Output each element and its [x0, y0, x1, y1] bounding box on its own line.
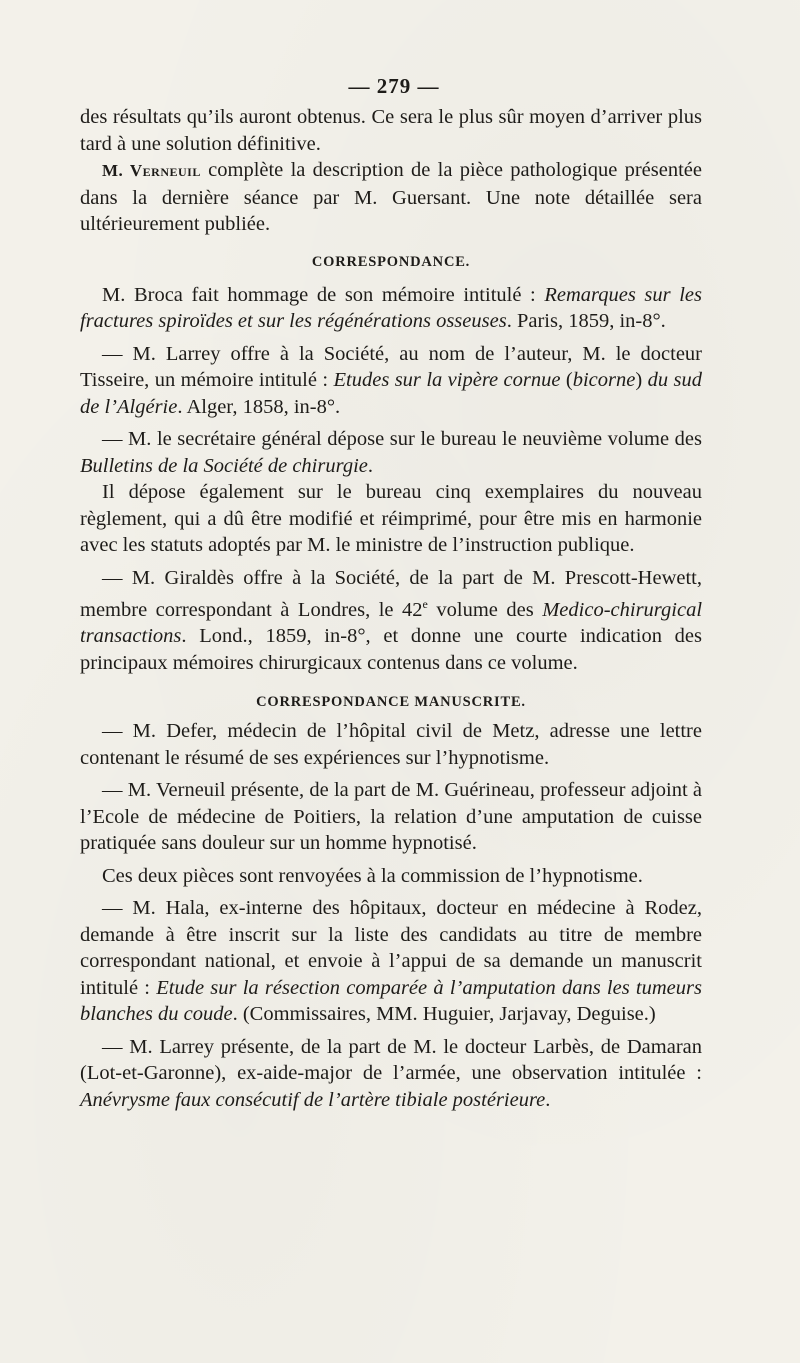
paragraph-depose: Il dépose également sur le bureau cinq exemplaires du nouveau règlement, qui a dû être modifié et réimprimé, pour être mis en harmonie avec les statuts adoptés par M. le ministre de l’instruction publique.: [80, 481, 702, 556]
work-title: du sud de l’Algérie: [80, 369, 703, 418]
author-name: M. Verneuil: [102, 161, 201, 180]
paragraph-larrey-larbes: — M. Larrey présente, de la part de M. le docteur Larbès, de Damaran (Lot-et-Garonne), ex-aide-major de l’armée, une observation intitulée : Anévrysme faux consécutif de l’artère tibiale postérieure.: [80, 1035, 702, 1111]
work-title: Medico-chirurgical transactions: [80, 598, 703, 648]
page-number: — 279 —: [348, 74, 440, 98]
paragraph-broca: M. Broca fait hommage de son mémoire intitulé : Remarques sur les fractures spiroïdes et sur les régénérations osseuses. Paris, 1859, in-8°.: [80, 283, 702, 332]
work-title: Anévrysme faux consécutif de l’artère tibiale postérieure: [80, 1088, 546, 1111]
paragraph-verneuil: M. Verneuil complète la description de la pièce pathologique présentée dans la dernière séance par M. Guersant. Une note détaillée sera ultérieurement publiée.: [80, 159, 702, 235]
paragraph-hala: — M. Hala, ex-interne des hôpitaux, docteur en médecine à Rodez, demande à être inscrit sur la liste des candidats au titre de membre correspondant national, et envoie à l’appui de sa demande un manuscrit intitulé : Etude sur la résection comparée à l’amputation dans les tumeurs blanches du coude. (Commissaires, MM. Huguier, Jarjavay, Deguise.): [80, 897, 702, 1026]
paragraph-secretaire: — M. le secrétaire général dépose sur le bureau le neuvième volume des Bulletins de la Société de chirurgie.: [80, 428, 702, 477]
section-heading-correspondance: CORRESPONDANCE.: [311, 253, 471, 270]
paragraph-giraldes: — M. Giraldès offre à la Société, de la part de M. Prescott-Hewett, membre correspondant à Londres, le 42e volume des Medico-chirurgical transactions. Lond., 1859, in-8°, et donne une courte indication des principaux mémoires chirurgicaux contenus dans ce volume.: [80, 566, 703, 674]
paragraph-defer: — M. Defer, médecin de l’hôpital civil de Metz, adresse une lettre contenant le résumé de ses expériences sur l’hypnotisme.: [80, 720, 702, 769]
paragraph-continuation: des résultats qu’ils auront obtenus. Ce sera le plus sûr moyen d’arriver plus tard à une solution définitive.: [80, 106, 702, 155]
work-title: Etudes sur la vipère cornue: [333, 369, 561, 391]
section-heading-manuscrite: CORRESPONDANCE MANUSCRITE.: [256, 694, 526, 711]
paragraph-larrey: — M. Larrey offre à la Société, au nom de l’auteur, M. le docteur Tisseire, un mémoire intitulé : Etudes sur la vipère cornue (bicorne) du sud de l’Algérie. Alger, 1858, in-8°.: [80, 342, 703, 418]
paragraph-verneuil-guerineau: — M. Verneuil présente, de la part de M. Guérineau, professeur adjoint à l’Ecole de médecine de Poitiers, la relation d’une amputation de cuisse pratiquée sans douleur sur un homme hypnotisé.: [80, 779, 702, 855]
paragraph-pieces: Ces deux pièces sont renvoyées à la commission de l’hypnotisme.: [102, 864, 643, 887]
work-title: Bulletins de la Société de chirurgie: [80, 454, 368, 477]
work-title: Remarques sur les fractures spiroïdes et sur les régénérations osseuses: [80, 283, 702, 332]
work-title: bicorne: [572, 369, 636, 391]
work-title: Etude sur la résection comparée à l’amputation dans les tumeurs blanches du coude: [80, 976, 702, 1026]
